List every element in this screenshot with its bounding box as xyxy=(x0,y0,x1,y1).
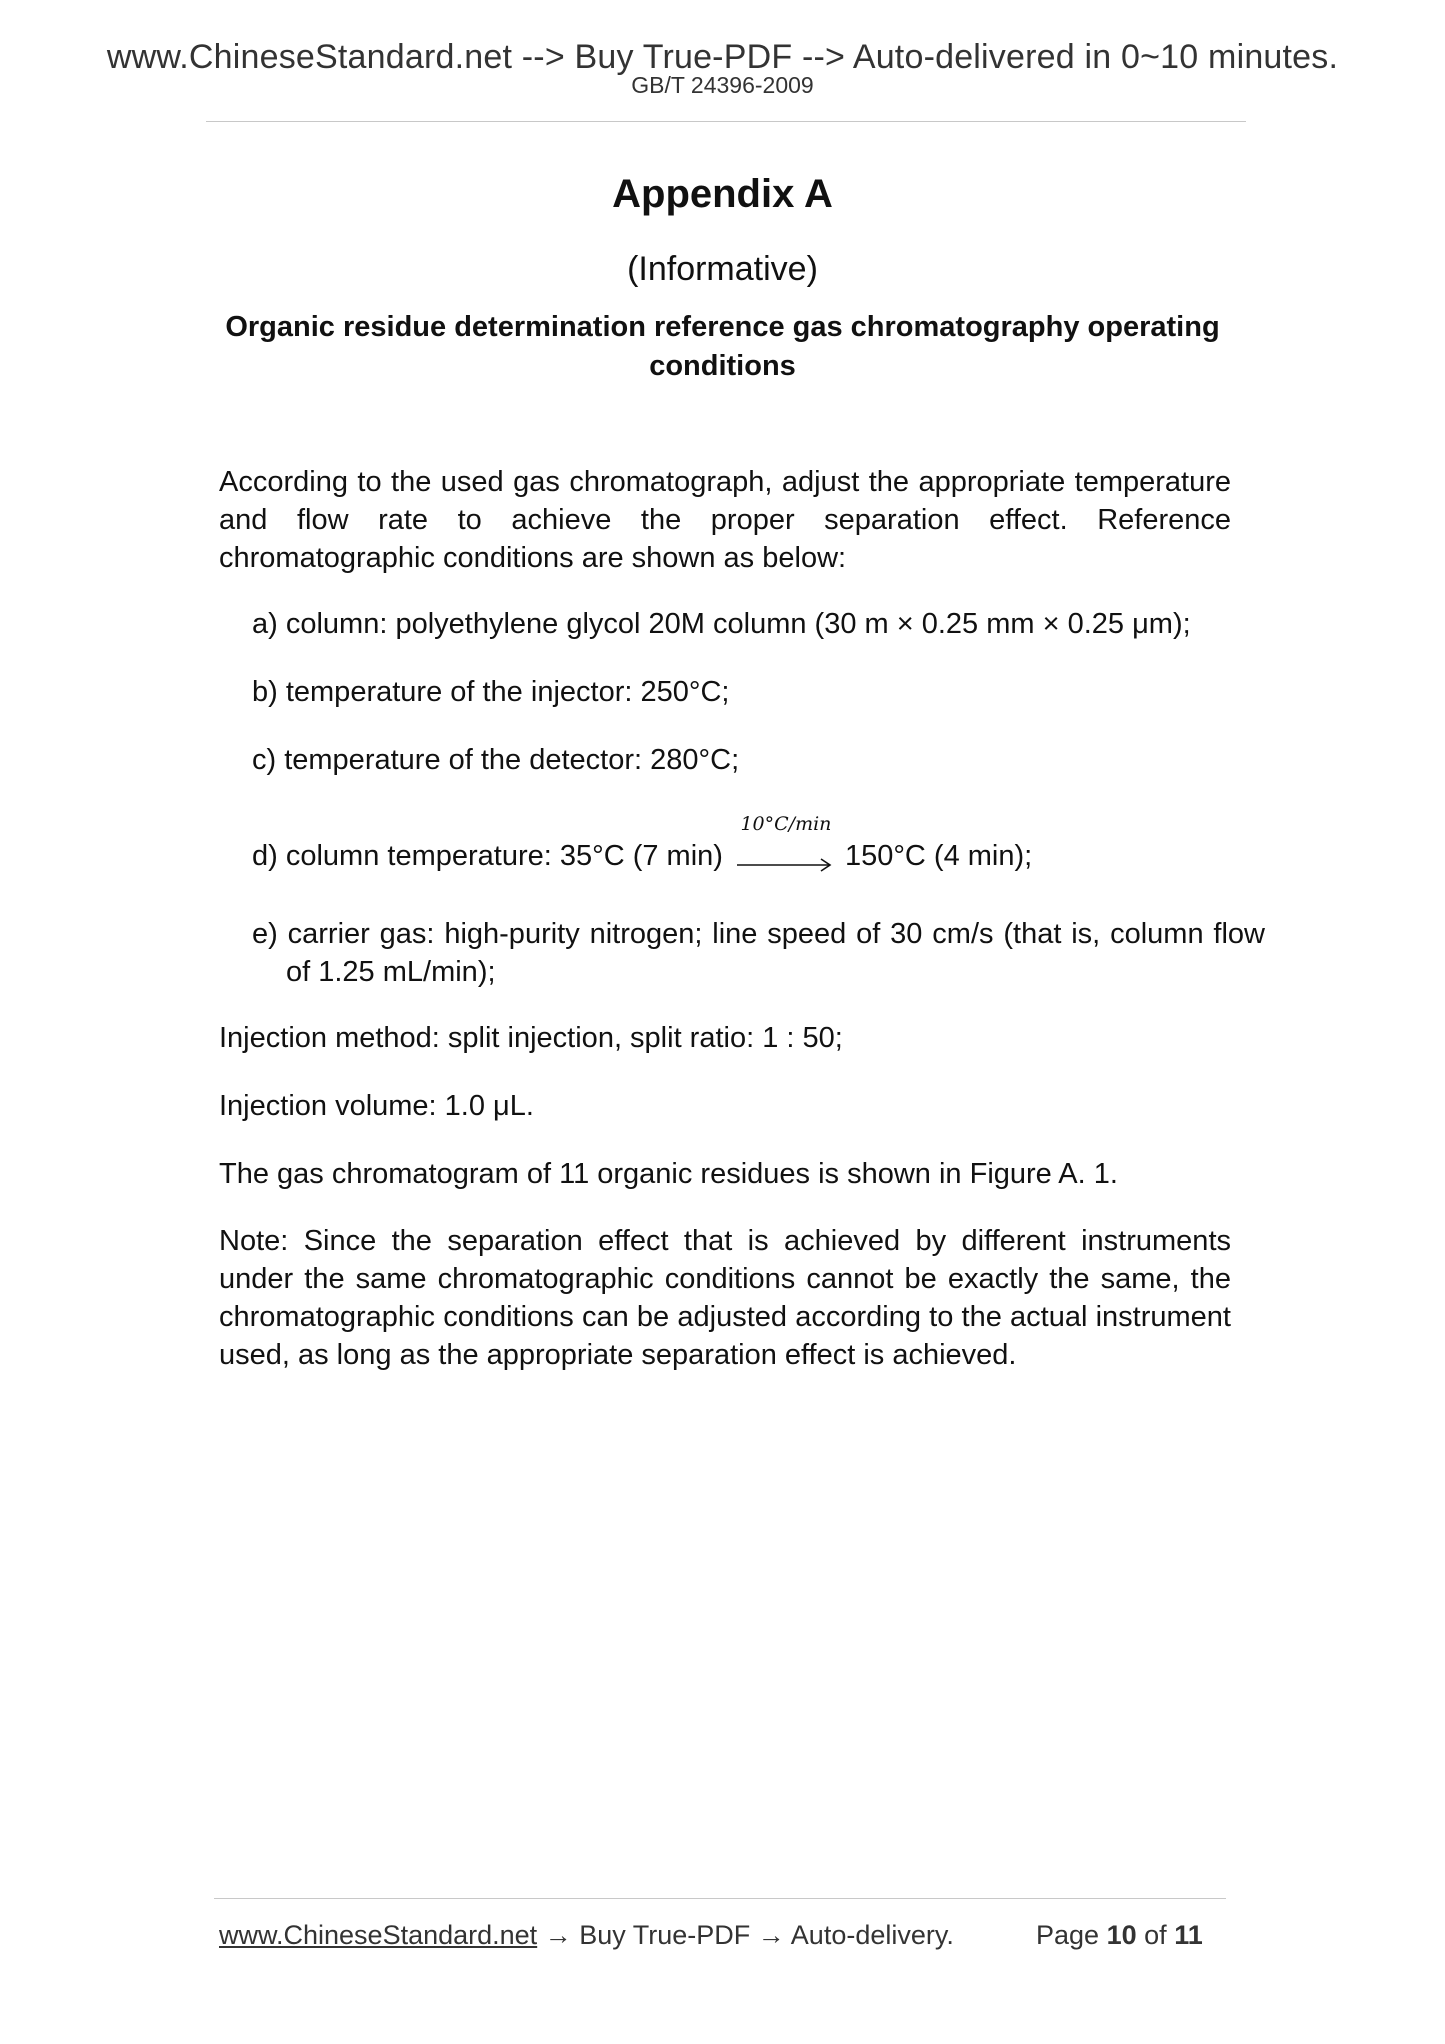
arrow-right-icon: → xyxy=(757,1920,785,1950)
list-item-a: a) column: polyethylene glycol 20M column (30 m × 0.25 mm × 0.25 μm); xyxy=(252,608,1191,640)
intro-paragraph: According to the used gas chromatograph, adjust the appropriate temperature and flow rate to achieve the proper separation effect. Reference chromatographic conditions are shown as below: xyxy=(219,466,1231,574)
appendix-subtitle: (Informative) xyxy=(627,250,818,288)
injection-method: Injection method: split injection, split ratio: 1 : 50; xyxy=(219,1022,843,1054)
list-item-e: e) carrier gas: high-purity nitrogen; line speed of 30 cm/s (that is, column flow of 1.25 mL/min); xyxy=(252,918,1265,988)
page-indicator xyxy=(1036,1920,1203,1951)
list-item-c: c) temperature of the detector: 280°C; xyxy=(252,744,740,776)
footer-left xyxy=(219,1920,954,1951)
footer-delivery-text: Auto-delivery. xyxy=(790,1920,954,1950)
footer-buy-text: Buy True-PDF xyxy=(579,1920,751,1950)
right-arrow-icon xyxy=(737,855,835,875)
header-banner: www.ChineseStandard.net --> Buy True-PDF --> Auto-delivered in 0~10 minutes. xyxy=(106,38,1339,76)
ramp-arrow xyxy=(737,813,835,867)
footer-link[interactable]: www.ChineseStandard.net xyxy=(219,1920,538,1950)
column-temp-end: 150°C (4 min); xyxy=(844,840,1033,872)
standard-code: GB/T 24396-2009 xyxy=(631,72,814,98)
page-total: 11 xyxy=(1174,1920,1203,1950)
page-number: 10 xyxy=(1106,1920,1137,1950)
list-item-d xyxy=(252,813,1033,875)
column-temp-start: d) column temperature: 35°C (7 min) xyxy=(252,840,723,872)
injection-volume: Injection volume: 1.0 μL. xyxy=(219,1090,534,1122)
section-title: Organic residue determination reference gas chromatography operating conditions xyxy=(225,311,1220,382)
arrow-right-icon: → xyxy=(544,1920,572,1950)
ramp-rate-label: 10°C/min xyxy=(740,813,832,836)
figure-reference: The gas chromatogram of 11 organic residues is shown in Figure A. 1. xyxy=(219,1158,1118,1190)
header-divider xyxy=(206,121,1246,122)
page-label: Page xyxy=(1036,1920,1100,1950)
footer-divider xyxy=(214,1898,1226,1899)
appendix-title: Appendix A xyxy=(612,172,833,216)
of-label: of xyxy=(1144,1920,1167,1950)
list-item-b: b) temperature of the injector: 250°C; xyxy=(252,676,730,708)
note-paragraph: Note: Since the separation effect that is achieved by different instruments under the same chromatographic conditions cannot be exactly the same, the chromatographic conditions can be adjusted according to the actual instrument used, as long as the appropriate separation effect is achieved. xyxy=(219,1225,1231,1371)
